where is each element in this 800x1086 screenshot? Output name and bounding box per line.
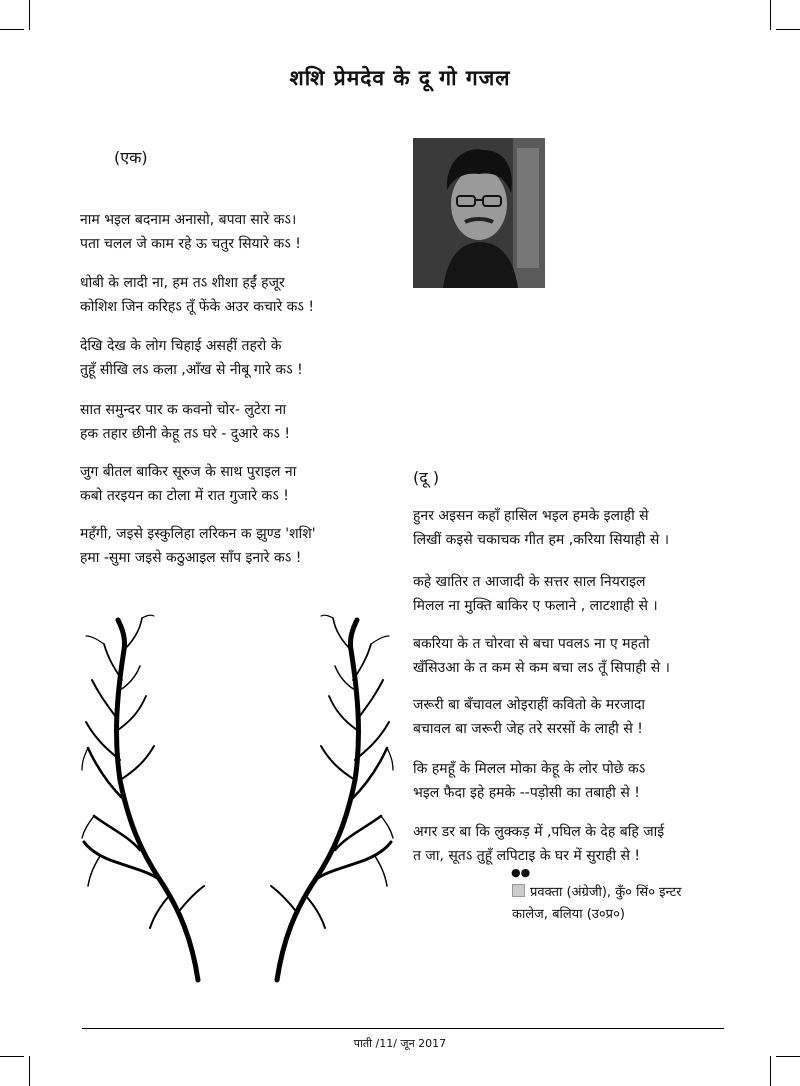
ghazal-two-stanza <box>413 570 658 618</box>
crop-mark <box>0 29 24 30</box>
verse-line: लिखीं कइसे चकाचक गीत हम ,करिया सियाही से । <box>413 532 670 548</box>
footer-rule <box>82 1028 724 1029</box>
ghazal-two-stanza <box>413 757 645 805</box>
verse-line: कहे खातिर त आजादी के सत्तर साल नियराइल <box>413 574 646 590</box>
ghazal-two-stanza <box>413 820 664 868</box>
branch-illustration-left <box>80 610 210 990</box>
verse-line: खँसिउआ के त कम से कम बचा लऽ तूँ सिपाही से । <box>413 660 670 676</box>
page-title: शशि प्रेमदेव के दू गो गजल <box>289 66 511 90</box>
verse-line: कि हमहूँ के मिलल मोका केहू के लोर पोछे कऽ <box>413 761 646 777</box>
verse-line: त जा, सूतऽ तुहूँ लपिटाइ के घर में सुराही से ! <box>413 848 641 864</box>
author-note <box>512 882 681 926</box>
verse-line: तुहूँ सीखि लऽ कला ,आँख से नीबू गारे कऽ ! <box>80 362 303 378</box>
ghazal-one-stanza <box>80 522 316 570</box>
page-footer: पाती /11/ जून 2017 <box>353 1037 447 1050</box>
verse-line: भइल फैदा इहे हमके --पड़ोसी का तबाही से ! <box>413 785 640 801</box>
ghazal-two-stanza <box>413 504 669 552</box>
crop-mark <box>776 29 800 30</box>
verse-line: जुग बीतल बाकिर सूरुज के साथ पुराइल ना <box>80 464 297 480</box>
verse-line: बचावल बा जरूरी जेह तरे सरसों के लाही से ! <box>413 721 643 737</box>
crop-mark <box>776 1056 800 1057</box>
ghazal-one-stanza <box>80 208 301 256</box>
ghazal-two-stanza <box>413 693 645 741</box>
author-photo <box>413 138 545 288</box>
ghazal-one-stanza <box>80 460 296 508</box>
verse-line: हुनर अइसन कहाँ हासिल भइल हमके इलाही से <box>413 508 649 524</box>
verse-line: सात समुन्दर पार क कवनो चोर- लुटेरा ना <box>80 402 287 418</box>
crop-mark <box>770 1056 771 1086</box>
verse-line: देखि देख के लोग चिहाई असहीं तहरो के <box>80 338 282 354</box>
verse-line: धोबी के लादी ना, हम तऽ शीशा हईं हजूर <box>80 275 285 291</box>
verse-line: बकरिया के त चोरवा से बचा पवलऽ ना ए महतो <box>413 636 650 652</box>
verse-line: कबो तरइयन का टोला में रात गुजारे कऽ ! <box>80 488 289 504</box>
crop-mark <box>770 0 771 30</box>
ornament-dots: ●● <box>511 866 531 879</box>
verse-line: मिलल ना मुक्ति बाकिर ए फलाने , लाटशाही से । <box>413 598 658 614</box>
ghazal-two-label: (दू ) <box>413 468 440 487</box>
ghazal-one-stanza <box>80 334 303 382</box>
ghazal-one-label: (एक) <box>114 148 148 167</box>
crop-mark <box>0 1056 24 1057</box>
verse-line: हक तहार छीनी केहू तऽ घरे - दुआरे कऽ ! <box>80 426 290 442</box>
ghazal-one-stanza <box>80 271 314 319</box>
crop-mark <box>29 0 30 30</box>
ghazal-two-stanza <box>413 632 670 680</box>
verse-line: हमा -सुमा जइसे कठुआइल साँप इनारे कऽ ! <box>80 550 302 566</box>
verse-line: कोशिश जिन करिहऽ तूँ फेंके अउर कचारे कऽ ! <box>80 299 315 315</box>
verse-line: नाम भइल बदनाम अनासो, बपवा सारे कऽ। <box>80 212 297 228</box>
square-bullet-icon <box>512 884 525 897</box>
verse-line: महँगी, जइसे इस्कुलिहा लरिकन क झुण्ड 'शशि' <box>80 526 316 542</box>
author-note-line: प्रवक्ता (अंग्रेजी), कुँ० सिं० इन्टर <box>530 885 682 900</box>
crop-mark <box>29 1056 30 1086</box>
ghazal-one-stanza <box>80 398 290 446</box>
verse-line: अगर डर बा कि लुक्कड़ में ,पघिल के देह बहि जाई <box>413 824 665 840</box>
verse-line: जरूरी बा बँचावल ओइराहीं कवितो के मरजादा <box>413 697 646 713</box>
verse-line: पता चलल जे काम रहे ऊ चतुर सियारे कऽ ! <box>80 236 301 252</box>
author-note-line: कालेज, बलिया (उ०प्र०) <box>512 907 625 922</box>
branch-illustration-right <box>265 610 395 990</box>
